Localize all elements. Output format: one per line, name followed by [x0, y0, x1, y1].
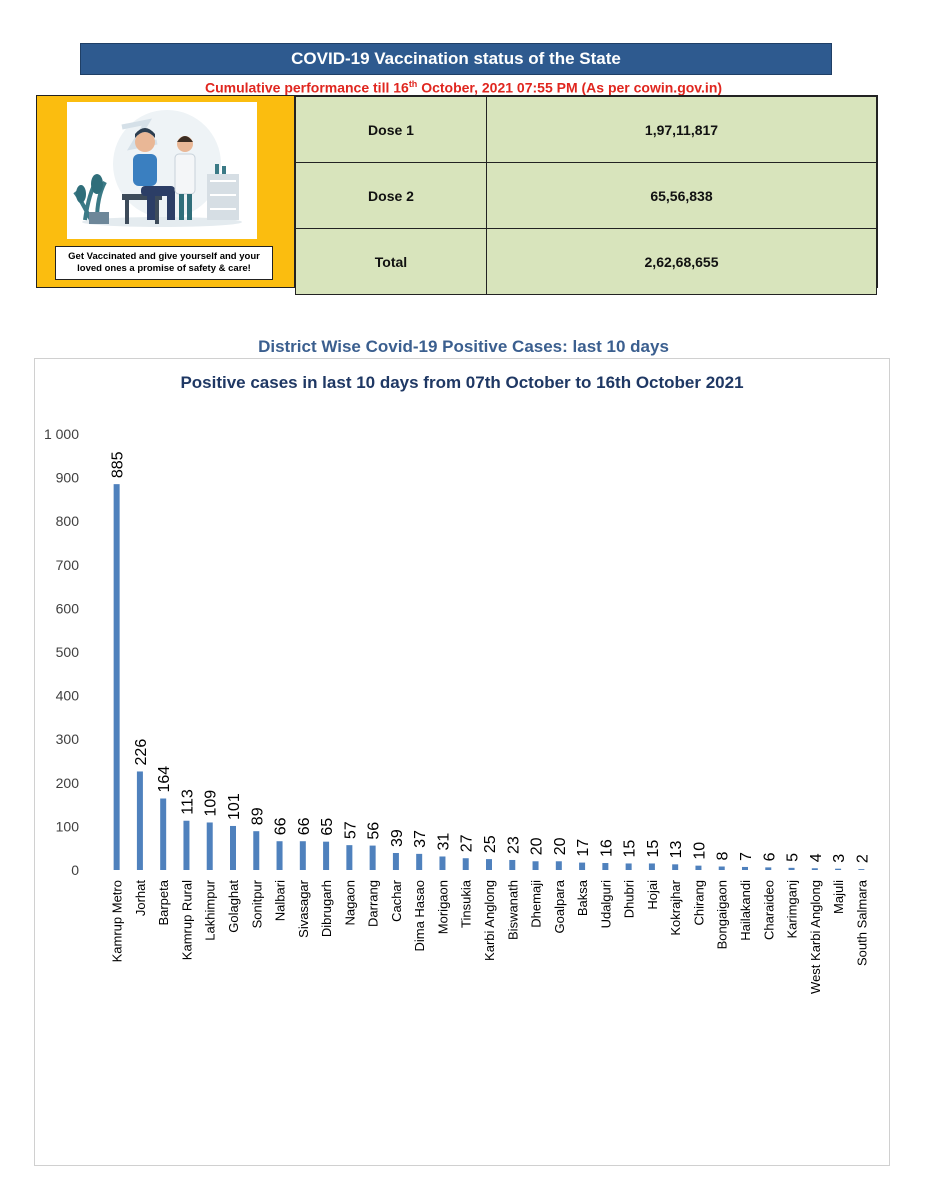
- promo-panel: [37, 96, 295, 287]
- category-label: Darrang: [365, 880, 381, 927]
- bar: [370, 846, 376, 870]
- data-label: 3: [831, 853, 849, 863]
- bar: [858, 869, 864, 870]
- chart-title: Positive cases in last 10 days from 07th October to 16th October 2021: [180, 373, 744, 392]
- category-label: Karimganj: [784, 880, 800, 939]
- subtitle-superscript: th: [408, 79, 418, 89]
- bar: [789, 868, 795, 870]
- bar: [160, 798, 166, 870]
- dose1-label: Dose 1: [296, 97, 487, 163]
- category-label: Dima Hasao: [412, 880, 428, 952]
- bar: [695, 866, 701, 870]
- y-tick-label: 300: [55, 731, 79, 748]
- category-label: South Salmara: [854, 880, 870, 966]
- category-label: Goalpara: [551, 880, 567, 934]
- bar: [393, 853, 399, 870]
- category-label: Morigaon: [435, 880, 451, 935]
- dose-table: [295, 96, 877, 295]
- table-row: [296, 163, 877, 229]
- bar: [486, 859, 492, 870]
- data-label: 226: [132, 738, 150, 766]
- data-label: 66: [295, 817, 313, 836]
- category-label: Tinsukia: [458, 880, 474, 928]
- category-label: Dibrugarh: [319, 880, 335, 938]
- bar: [649, 863, 655, 870]
- bar: [579, 863, 585, 870]
- vaccination-slogan: Get Vaccinated and give yourself and your loved ones a promise of safety & care!: [55, 246, 273, 280]
- data-label: 37: [412, 830, 430, 848]
- y-tick-label: 1 000: [43, 426, 79, 442]
- data-label: 4: [807, 853, 825, 863]
- y-tick-label: 200: [55, 774, 79, 791]
- y-tick-label: 500: [55, 644, 79, 660]
- data-label: 23: [505, 836, 523, 854]
- data-label: 7: [738, 852, 755, 861]
- data-label: 57: [342, 821, 360, 840]
- category-label: Udalguri: [598, 880, 614, 929]
- data-label: 2: [854, 854, 872, 864]
- data-label: 164: [156, 765, 174, 793]
- dose2-label: Dose 2: [296, 163, 487, 229]
- category-label: Nalbari: [272, 880, 288, 922]
- category-label: Dhubri: [621, 880, 637, 919]
- y-tick-label: 700: [55, 556, 79, 573]
- bar: [114, 484, 120, 870]
- category-label: Nagaon: [342, 880, 358, 926]
- category-label: Golaghat: [226, 880, 241, 933]
- bar: [556, 861, 562, 870]
- category-label: Kamrup Rural: [179, 880, 195, 961]
- bar: [835, 869, 841, 870]
- dose1-value: 1,97,11,817: [487, 97, 877, 163]
- data-label: 31: [435, 832, 453, 851]
- data-label: 10: [691, 841, 709, 860]
- category-label: Charaideo: [761, 880, 777, 940]
- category-label: Bongaigaon: [714, 880, 730, 950]
- bar: [323, 842, 329, 870]
- data-label: 56: [365, 821, 383, 840]
- data-label: 27: [458, 834, 476, 853]
- bar: [300, 841, 306, 870]
- data-label: 101: [226, 793, 243, 820]
- data-label: 39: [388, 829, 406, 847]
- bar: [672, 864, 678, 870]
- data-label: 109: [202, 789, 220, 817]
- category-label: Kokrajhar: [668, 880, 684, 936]
- category-label: West Karbi Anglong: [807, 880, 823, 994]
- chart-area: [34, 358, 890, 1166]
- data-label: 66: [272, 817, 290, 836]
- section-title: District Wise Covid-19 Positive Cases: last 10 days: [258, 337, 669, 356]
- bar: [765, 867, 771, 870]
- vaccination-status-banner: [80, 43, 832, 75]
- data-label: 5: [784, 852, 802, 862]
- data-label: 13: [668, 840, 686, 859]
- category-label: Cachar: [388, 880, 404, 922]
- subtitle-text: Cumulative performance till 16: [204, 79, 409, 96]
- data-label: 20: [528, 837, 546, 856]
- category-label: Dhemaji: [528, 880, 544, 928]
- data-label: 113: [179, 789, 197, 815]
- category-label: Hojai: [644, 880, 660, 910]
- data-label: 8: [714, 851, 732, 861]
- bar: [812, 868, 818, 870]
- vaccination-info-box: [36, 95, 878, 288]
- y-tick-label: 800: [55, 513, 79, 530]
- bar: [439, 856, 445, 870]
- bar: [626, 863, 632, 870]
- data-label: 6: [761, 852, 779, 862]
- data-label: 89: [249, 807, 267, 826]
- table-row: [296, 97, 877, 163]
- cumulative-subtitle: [0, 79, 927, 96]
- banner-title: COVID-19 Vaccination status of the State: [291, 49, 621, 68]
- category-label: Jorhat: [132, 880, 148, 917]
- y-tick-label: 100: [55, 818, 79, 835]
- bar: [463, 858, 469, 870]
- bar: [719, 867, 725, 870]
- category-label: Majuli: [831, 880, 847, 914]
- bar: [207, 822, 213, 870]
- data-label: 15: [621, 839, 639, 858]
- data-label: 20: [551, 837, 569, 856]
- bar: [346, 845, 352, 870]
- dose2-value: 65,56,838: [487, 163, 877, 229]
- bar: [183, 821, 189, 870]
- category-label: Baksa: [575, 880, 591, 917]
- category-label: Hailakandi: [738, 880, 753, 941]
- y-tick-label: 900: [55, 469, 79, 486]
- category-label: Barpeta: [156, 880, 172, 926]
- bar: [253, 831, 259, 870]
- bar: [416, 854, 422, 870]
- y-tick-label: 0: [71, 862, 79, 878]
- category-label: Biswanath: [505, 880, 521, 940]
- bar: [137, 771, 143, 870]
- category-label: Kamrup Metro: [109, 880, 125, 963]
- total-value: 2,62,68,655: [487, 229, 877, 295]
- data-label: 16: [598, 839, 616, 858]
- table-row: [296, 229, 877, 295]
- total-label: Total: [296, 229, 487, 295]
- category-label: Chirang: [691, 880, 707, 926]
- bar: [602, 863, 608, 870]
- y-tick-label: 600: [55, 600, 79, 617]
- bar: [742, 867, 748, 870]
- bar: [277, 841, 283, 870]
- bar: [533, 861, 539, 870]
- data-label: 15: [644, 839, 662, 858]
- vaccination-illustration: [67, 102, 257, 239]
- bar-chart: [35, 359, 891, 1167]
- category-label: Karbi Anglong: [482, 880, 497, 961]
- bar: [230, 826, 236, 870]
- y-tick-label: 400: [55, 687, 79, 704]
- data-label: 65: [319, 817, 337, 836]
- data-label: 885: [109, 451, 127, 479]
- category-label: Sivasagar: [295, 880, 311, 938]
- data-label: 17: [575, 838, 593, 857]
- bar: [509, 860, 515, 870]
- category-label: Lakhimpur: [202, 880, 218, 941]
- subtitle-text-end: October, 2021 07:55 PM (As per cowin.gov.in): [417, 79, 723, 96]
- category-label: Sonitpur: [249, 880, 265, 929]
- data-label: 25: [482, 835, 499, 854]
